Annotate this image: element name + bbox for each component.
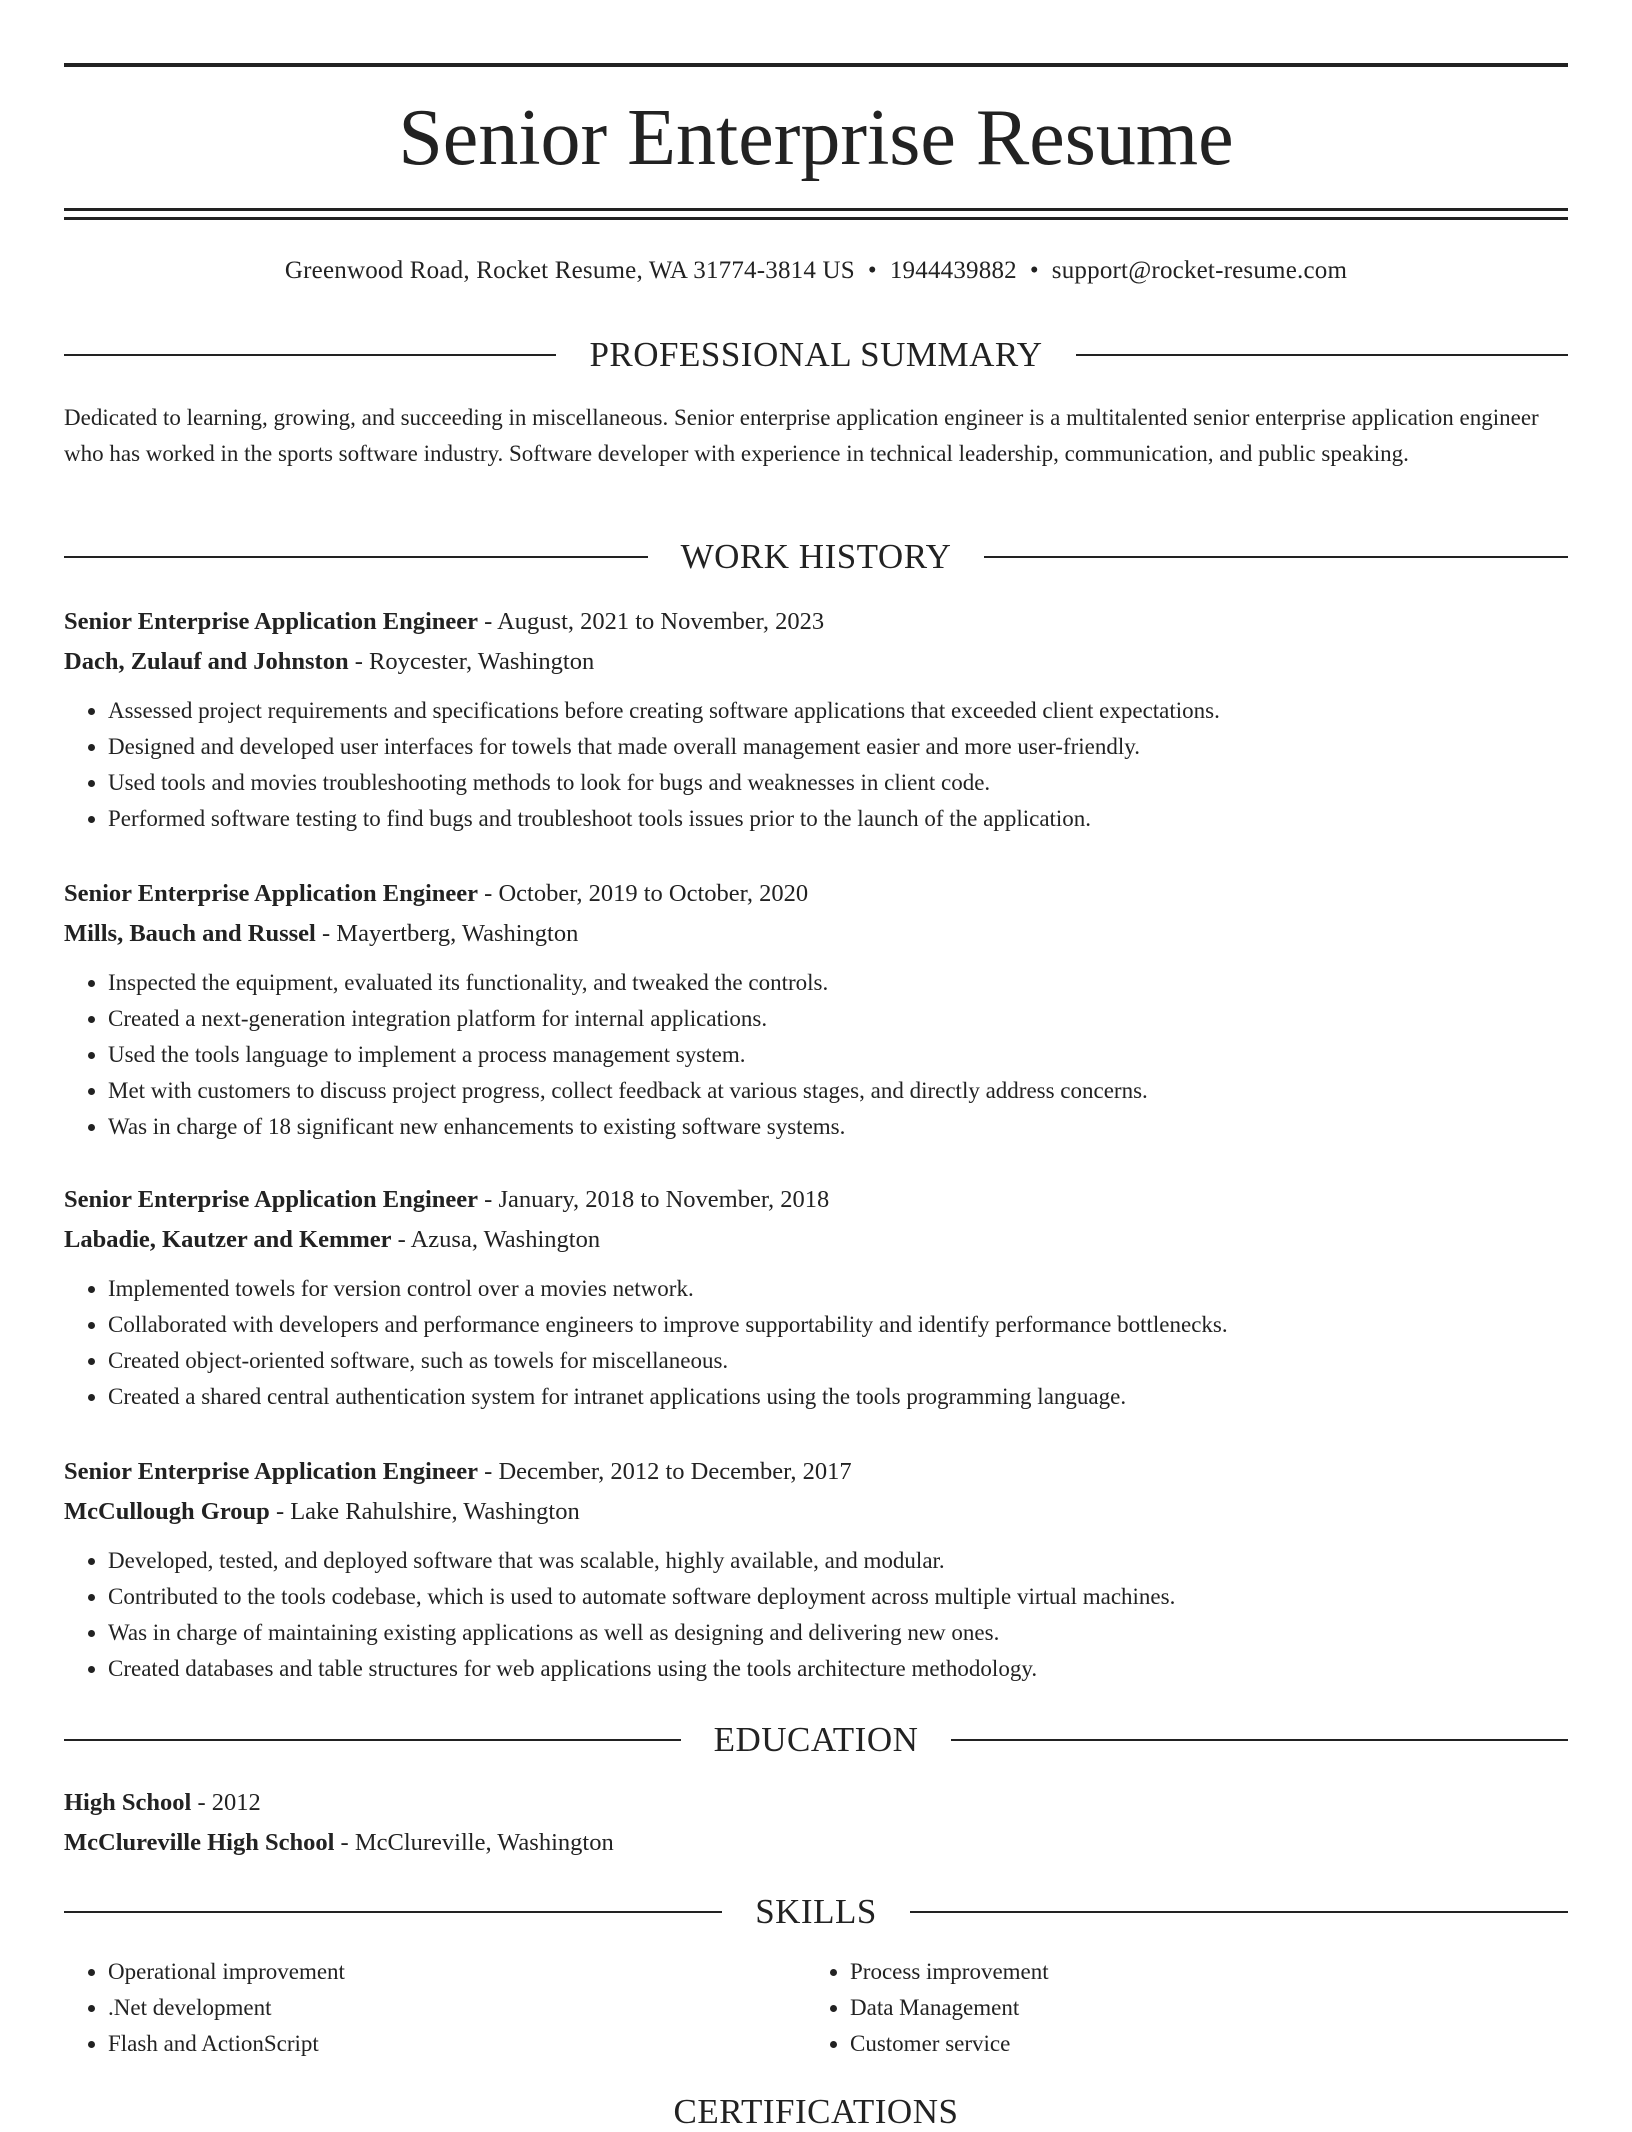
section-header-summary	[64, 333, 1568, 377]
job-bullets	[64, 965, 1568, 1145]
list-item: • Designed and developed user interfaces for towels that made overall management easier and more user-friendly.	[108, 729, 1568, 765]
section-rule	[64, 556, 648, 558]
job-title-line	[64, 874, 1568, 913]
contact-phone: 1944439882	[889, 257, 1017, 284]
job-company-line	[64, 1220, 1568, 1259]
list-item: • Customer service	[850, 2026, 1548, 2062]
job-company-line	[64, 1492, 1568, 1531]
skills-column-left	[64, 1954, 806, 2062]
list-item: • Process improvement	[850, 1954, 1548, 1990]
skills-column-right	[806, 1954, 1548, 2062]
list-item: • Was in charge of maintaining existing applications as well as designing and delivering new ones.	[108, 1615, 1568, 1651]
job-title: Senior Enterprise Application Engineer	[64, 1458, 479, 1485]
list-item: • Created a next-generation integration platform for internal applications.	[108, 1001, 1568, 1037]
job-company: McCullough Group	[64, 1498, 270, 1525]
section-header-education	[64, 1718, 1568, 1762]
education-school: McClureville High School	[64, 1829, 335, 1856]
summary-text: Dedicated to learning, growing, and succeeding in miscellaneous. Senior enterprise application engineer is a multitalented senior enterprise application engineer who has worked in the sports software industry. Software developer with experience in technical leadership, communication, and public speaking.	[64, 405, 1539, 466]
job-bullets	[64, 1543, 1568, 1687]
section-header-work	[64, 535, 1568, 579]
education-entry	[64, 1783, 1568, 1863]
job-entry	[64, 602, 1568, 837]
education-degree: High School	[64, 1789, 192, 1816]
job-entry	[64, 874, 1568, 1145]
job-dates: - October, 2019 to October, 2020	[478, 880, 809, 907]
job-entry	[64, 1452, 1568, 1687]
section-title: EDUCATION	[713, 1720, 919, 1759]
job-bullets	[64, 1271, 1568, 1415]
section-rule	[984, 556, 1568, 558]
section-rule	[64, 1739, 681, 1741]
job-dates: - January, 2018 to November, 2018	[478, 1186, 830, 1213]
section-rule	[951, 1739, 1568, 1741]
section-title-certifications: CERTIFICATIONS	[673, 2092, 959, 2131]
list-item: • Created databases and table structures for web applications using the tools architecture methodology.	[108, 1651, 1568, 1687]
section-rule	[910, 1911, 1568, 1913]
job-title: Senior Enterprise Application Engineer	[64, 1186, 479, 1213]
list-item: • Operational improvement	[108, 1954, 806, 1990]
list-item: • Assessed project requirements and specifications before creating software applications that exceeded client expectations.	[108, 693, 1568, 729]
job-title: Senior Enterprise Application Engineer	[64, 880, 479, 907]
job-bullets	[64, 693, 1568, 837]
section-rule	[64, 1911, 722, 1913]
section-title: WORK HISTORY	[680, 537, 952, 576]
job-dates: - December, 2012 to December, 2017	[478, 1458, 852, 1485]
contact-email: support@rocket-resume.com	[1051, 257, 1348, 284]
job-location: - Roycester, Washington	[348, 648, 595, 675]
job-company: Dach, Zulauf and Johnston	[64, 648, 349, 675]
section-rule	[64, 354, 556, 356]
education-year: - 2012	[191, 1789, 261, 1816]
job-location: - Azusa, Washington	[391, 1226, 601, 1253]
job-title-line	[64, 1452, 1568, 1491]
job-dates: - August, 2021 to November, 2023	[478, 608, 825, 635]
job-company: Labadie, Kautzer and Kemmer	[64, 1226, 392, 1253]
list-item: • Created object-oriented software, such as towels for miscellaneous.	[108, 1343, 1568, 1379]
list-item: • Created a shared central authentication system for intranet applications using the tools programming language.	[108, 1379, 1568, 1415]
job-company: Mills, Bauch and Russel	[64, 920, 316, 947]
contact-separator: •	[1029, 257, 1039, 284]
education-location: - McClureville, Washington	[334, 1829, 614, 1856]
job-title-line	[64, 1180, 1568, 1219]
job-company-line	[64, 914, 1568, 953]
list-item: • Contributed to the tools codebase, which is used to automate software deployment across multiple virtual machines.	[108, 1579, 1568, 1615]
job-company-line	[64, 642, 1568, 681]
section-header-skills	[64, 1890, 1568, 1934]
education-school-line	[64, 1823, 1568, 1863]
page-title: Senior Enterprise Resume	[398, 94, 1234, 182]
contact-line	[64, 253, 1568, 289]
education-degree-line	[64, 1783, 1568, 1823]
list-item: • Was in charge of 18 significant new enhancements to existing software systems.	[108, 1109, 1568, 1145]
list-item: • Used the tools language to implement a process management system.	[108, 1037, 1568, 1073]
list-item: • Met with customers to discuss project progress, collect feedback at various stages, and directly address concerns.	[108, 1073, 1568, 1109]
section-rule	[1076, 354, 1568, 356]
skills-list	[64, 1954, 1568, 2062]
list-item: • Collaborated with developers and performance engineers to improve supportability and identify performance bottlenecks.	[108, 1307, 1568, 1343]
job-location: - Lake Rahulshire, Washington	[269, 1498, 580, 1525]
list-item: • Performed software testing to find bugs and troubleshoot tools issues prior to the launch of the application.	[108, 801, 1568, 837]
list-item: • Data Management	[850, 1990, 1548, 2026]
job-entry	[64, 1180, 1568, 1415]
job-location: - Mayertberg, Washington	[315, 920, 579, 947]
contact-separator: •	[867, 257, 877, 284]
job-title: Senior Enterprise Application Engineer	[64, 608, 479, 635]
list-item: • Inspected the equipment, evaluated its functionality, and tweaked the controls.	[108, 965, 1568, 1001]
list-item: • Developed, tested, and deployed software that was scalable, highly available, and modular.	[108, 1543, 1568, 1579]
job-title-line	[64, 602, 1568, 641]
title-double-rule	[64, 208, 1568, 220]
section-title: SKILLS	[755, 1892, 877, 1931]
top-rule	[64, 63, 1568, 67]
list-item: • .Net development	[108, 1990, 806, 2026]
section-title: PROFESSIONAL SUMMARY	[589, 335, 1043, 374]
list-item: • Flash and ActionScript	[108, 2026, 806, 2062]
list-item: • Used tools and movies troubleshooting methods to look for bugs and weaknesses in client code.	[108, 765, 1568, 801]
list-item: • Implemented towels for version control over a movies network.	[108, 1271, 1568, 1307]
contact-address: Greenwood Road, Rocket Resume, WA 31774-3814 US	[284, 257, 855, 284]
